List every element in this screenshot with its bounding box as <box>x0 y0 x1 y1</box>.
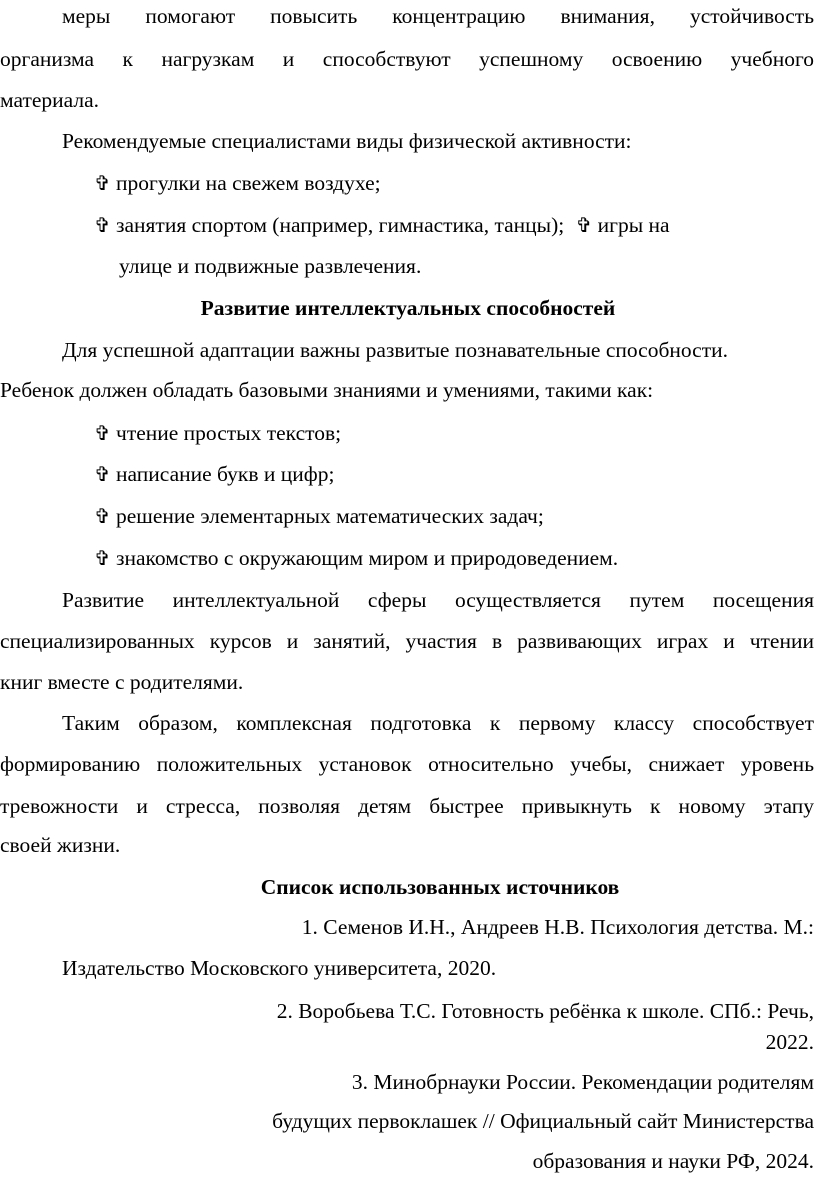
activities-intro: Рекомендуемые специалистами виды физической активности: <box>62 129 632 153</box>
section-heading: Развитие интеллектуальных способностей <box>200 296 616 320</box>
list-item <box>94 170 381 197</box>
reference-item: 3. Минобрнауки России. Рекомендации родителям <box>351 1070 814 1094</box>
para1-line1: меры помогают повысить концентрацию внимания, устойчивость <box>62 4 814 28</box>
conclusion-line3: тревожности и стресса, позволяя детям быстрее привыкнуть к новому этапу <box>0 794 814 818</box>
reference-item-continuation: будущих первоклашек // Официальный сайт Министерства <box>272 1109 814 1133</box>
list-item <box>94 503 544 530</box>
list-item-text: написание букв и цифр; <box>116 462 335 486</box>
intellect-para-line3: книг вместе с родителями. <box>0 670 244 694</box>
intellect-line1: Для успешной адаптации важны развитые познавательные способности. <box>62 338 728 362</box>
reference-item-continuation: 2022. <box>765 1030 814 1054</box>
list-item <box>94 461 334 488</box>
intellect-para-line2: специализированных курсов и занятий, участия в развивающих играх и чтении <box>0 629 814 653</box>
list-item <box>94 212 670 239</box>
reference-item-continuation: Издательство Московского университета, 2020. <box>62 956 497 980</box>
reference-item-continuation: образования и науки РФ, 2024. <box>532 1149 814 1173</box>
list-item-text: решение элементарных математических задач; <box>116 504 544 528</box>
conclusion-line4: своей жизни. <box>0 833 121 857</box>
list-item-text: знакомство с окружающим миром и природоведением. <box>116 546 619 570</box>
conclusion-line2: формированию положительных установок относительно учебы, снижает уровень <box>0 752 814 776</box>
conclusion-line1: Таким образом, комплексная подготовка к первому классу способствует <box>62 711 814 735</box>
cross-bullet-icon: ✞ <box>94 548 111 570</box>
reference-item: 2. Воробьева Т.С. Готовность ребёнка к школе. СПб.: Речь, <box>276 999 814 1023</box>
cross-bullet-icon: ✞ <box>94 215 111 237</box>
cross-bullet-icon: ✞ <box>94 423 111 445</box>
list-item <box>94 545 618 572</box>
para1-line2: организма к нагрузкам и способствуют успешному освоению учебного <box>0 47 814 71</box>
cross-bullet-icon: ✞ <box>94 464 111 486</box>
cross-bullet-icon: ✞ <box>575 215 593 237</box>
sources-heading: Список использованных источников <box>260 875 620 899</box>
reference-item: 1. Семенов И.Н., Андреев Н.В. Психология детства. М.: <box>301 915 814 939</box>
list-item-text: чтение простых текстов; <box>116 421 342 445</box>
list-item-text: игры на <box>597 213 670 237</box>
list-item-text: прогулки на свежем воздухе; <box>116 171 381 195</box>
list-item-text: занятия спортом (например, гимнастика, танцы); <box>116 213 565 237</box>
intellect-line2: Ребенок должен обладать базовыми знаниями и умениями, такими как: <box>0 378 654 402</box>
list-item-continuation: улице и подвижные развлечения. <box>119 254 422 278</box>
intellect-para-line1: Развитие интеллектуальной сферы осуществляется путем посещения <box>62 588 814 612</box>
list-item <box>94 420 341 447</box>
cross-bullet-icon: ✞ <box>94 506 111 528</box>
para1-line3: материала. <box>0 88 100 112</box>
cross-bullet-icon: ✞ <box>94 173 111 195</box>
